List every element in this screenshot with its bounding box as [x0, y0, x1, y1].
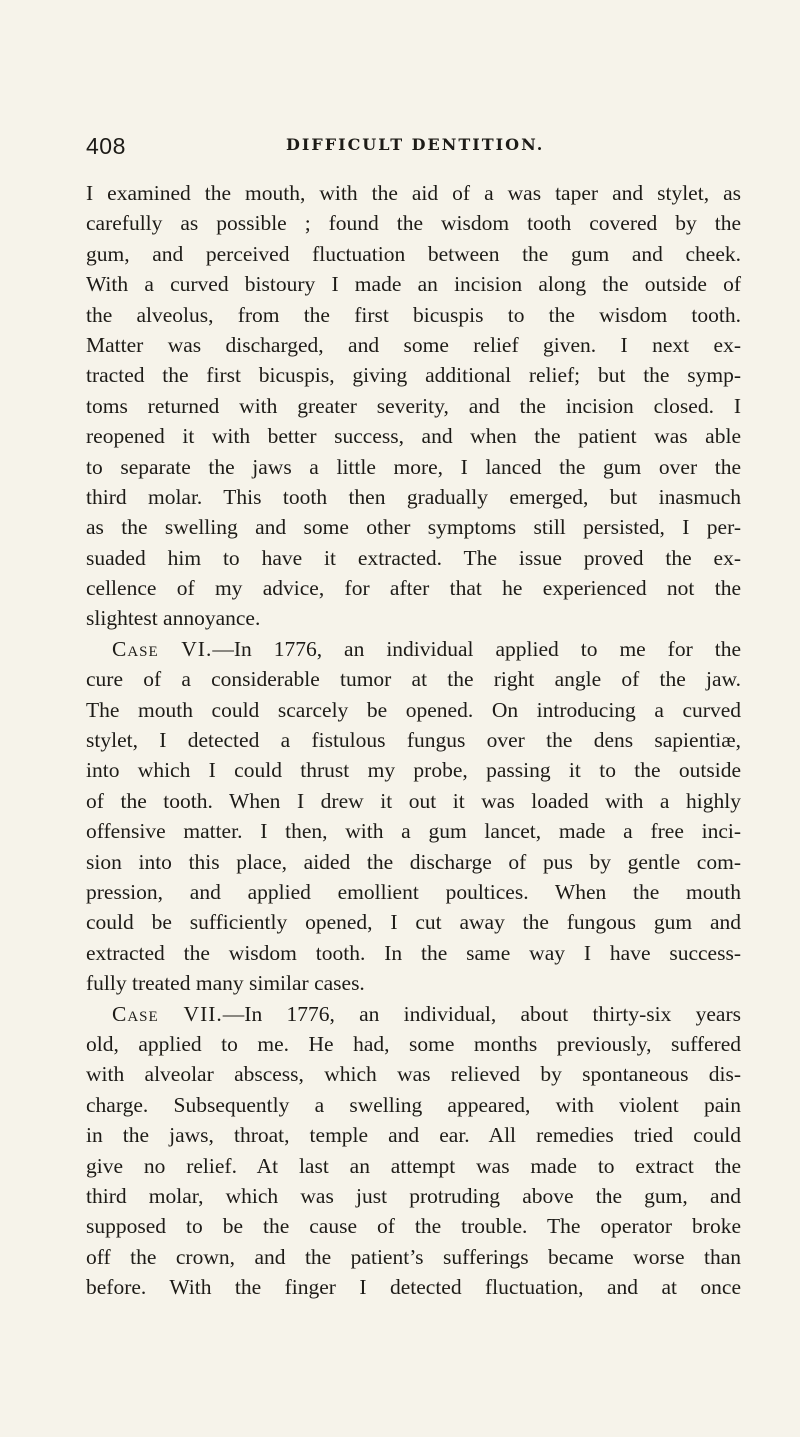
text-line: with alveolar abscess, which was relieved by spontaneous dis-: [86, 1062, 741, 1087]
text-line: sion into this place, aided the discharge of pus by gentle com-: [86, 849, 741, 874]
text-line: the alveolus, from the first bicuspis to the wisdom tooth.: [86, 302, 741, 327]
text-line: slightest annoyance.: [86, 606, 261, 631]
text-line: third molar, which was just protruding above the gum, and: [86, 1183, 741, 1208]
text-line: suaded him to have it extracted. The issue proved the ex-: [86, 545, 741, 570]
text-line: cellence of my advice, for after that he experienced not the: [86, 576, 741, 601]
text-line: supposed to be the cause of the trouble. The operator broke: [86, 1214, 741, 1239]
text-line: Matter was discharged, and some relief given. I next ex-: [86, 332, 741, 357]
text-line: fully treated many similar cases.: [86, 971, 365, 996]
page-number: 408: [86, 133, 126, 159]
text-line: extracted the wisdom tooth. In the same way I have success-: [86, 940, 741, 965]
case-vii-lead: —In 1776, an individual, about thirty-six years: [222, 1001, 741, 1026]
text-line: give no relief. At last an attempt was made to extract the: [86, 1153, 741, 1178]
text-line: reopened it with better success, and when the patient was able: [86, 424, 741, 449]
text-line: in the jaws, throat, temple and ear. All remedies tried could: [86, 1123, 741, 1148]
text-line: With a curved bistoury I made an incision along the outside of: [86, 272, 741, 297]
text-line: could be sufficiently opened, I cut away the fungous gum and: [86, 910, 741, 935]
text-line: tracted the first bicuspis, giving additional relief; but the symp-: [86, 363, 741, 388]
text-line: The mouth could scarcely be opened. On introducing a curved: [86, 697, 741, 722]
running-title: DIFFICULT DENTITION.: [286, 135, 545, 154]
body-text: [86, 178, 741, 1302]
case-vi-label: Case VI.: [112, 636, 213, 661]
text-line: I examined the mouth, with the aid of a was taper and stylet, as: [86, 181, 741, 205]
text-line: off the crown, and the patient’s sufferings became worse than: [86, 1244, 741, 1269]
case-vi-first-line: [86, 634, 741, 664]
text-line: old, applied to me. He had, some months previously, suffered: [86, 1031, 741, 1056]
text-line: to separate the jaws a little more, I lanced the gum over the: [86, 454, 741, 479]
text-line: gum, and perceived fluctuation between the gum and cheek.: [86, 241, 741, 266]
case-vii-label: Case VII.: [112, 1001, 223, 1026]
text-line: as the swelling and some other symptoms still persisted, I per-: [86, 515, 741, 540]
case-vii-first-line: [86, 999, 741, 1029]
text-line: pression, and applied emollient poultices. When the mouth: [86, 879, 741, 904]
text-line: before. With the finger I detected fluctuation, and at once: [86, 1275, 741, 1300]
text-line: offensive matter. I then, with a gum lancet, made a free inci-: [86, 819, 741, 844]
running-head: [86, 133, 726, 163]
text-line: of the tooth. When I drew it out it was loaded with a highly: [86, 788, 741, 813]
text-line: stylet, I detected a fistulous fungus over the dens sapientiæ,: [86, 728, 741, 753]
text-line: into which I could thrust my probe, passing it to the outside: [86, 758, 741, 783]
text-line: third molar. This tooth then gradually emerged, but inasmuch: [86, 484, 741, 509]
text-line: toms returned with greater severity, and the incision closed. I: [86, 393, 741, 418]
text-line: carefully as possible ; found the wisdom tooth covered by the: [86, 211, 741, 236]
text-line: cure of a considerable tumor at the right angle of the jaw.: [86, 667, 741, 692]
case-vi-lead: —In 1776, an individual applied to me for the: [212, 636, 741, 661]
text-line: charge. Subsequently a swelling appeared, with violent pain: [86, 1092, 741, 1117]
